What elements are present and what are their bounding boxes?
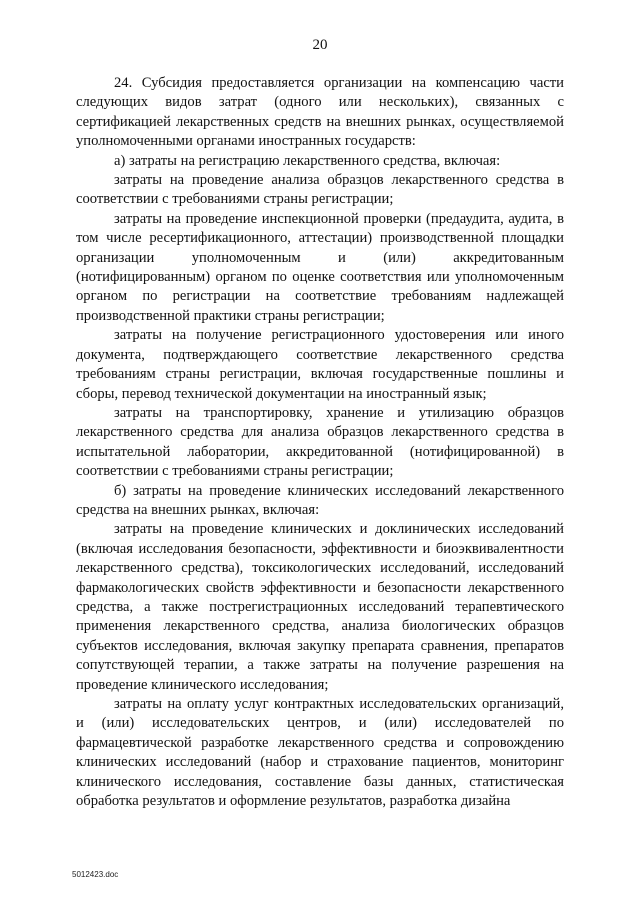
paragraph-b-heading: б) затраты на проведение клинических исследований лекарственного средства на внешних рынках, включая: [76, 482, 564, 518]
page-number: 20 [312, 37, 328, 53]
paragraph-a-transport-costs: затраты на транспортировку, хранение и утилизацию образцов лекарственного средства для анализа образцов лекарственного средства в испытательной лаборатории, аккредитованной (нотифицированной) в соответствии с требованиями страны регистрации; [76, 404, 564, 480]
paragraph-a-inspection-costs: затраты на проведение инспекционной проверки (предаудита, аудита, в том числе ресертификационного, аттестации) производственной площадки организации уполномоченным и (или) аккредитованным (нотифицированным) органом по оценке соответствия или уполномоченным органом по регистрации на соответствие требованиям надлежащей производственной практики страны регистрации; [76, 210, 564, 324]
paragraph-24-intro: 24. Субсидия предоставляется организации на компенсацию части следующих видов затрат (одного или нескольких), связанных с сертификацией лекарственных средств на внешних рынках, осуществляемой уполномоченными органами иностранных государств: [76, 75, 564, 150]
paragraph-a-analysis-costs: затраты на проведение анализа образцов лекарственного средства в соответствии с требованиями страны регистрации; [76, 172, 564, 208]
paragraph-b-contract-services-costs: затраты на оплату услуг контрактных исследовательских организаций, и (или) исследовательских центров, и (или) исследователей по фармацевтической разработке лекарственного средства и сопровождению клинических исследований (набор и страхование пациентов, мониторинг клинического исследования, составление базы данных, статистическая обработка результатов и оформление результатов, разработка дизайна [76, 696, 564, 810]
paragraph-a-heading: а) затраты на регистрацию лекарственного средства, включая: [114, 152, 501, 169]
footer-filename: 5012423.doc [72, 870, 119, 879]
document-body [76, 74, 564, 811]
paragraph-b-clinical-studies-costs: затраты на проведение клинических и доклинических исследований (включая исследования безопасности, эффективности и биоэквивалентности лекарственного средства), токсикологических исследований, исследований фармакологических свойств эффективности и безопасности лекарственного средства, а также пострегистрационных исследований терапевтического применения лекарственного средства, анализа биологических образцов субъектов исследования, включая закупку препарата сравнения, препаратов сопутствующей терапии, а также затраты на получение разрешения на проведение клинического исследования; [76, 521, 564, 693]
paragraph-a-registration-certificate-costs: затраты на получение регистрационного удостоверения или иного документа, подтверждающего соответствие лекарственного средства требованиям страны регистрации, включая государственные пошлины и сборы, перевод технической документации на иностранный язык; [76, 327, 564, 402]
